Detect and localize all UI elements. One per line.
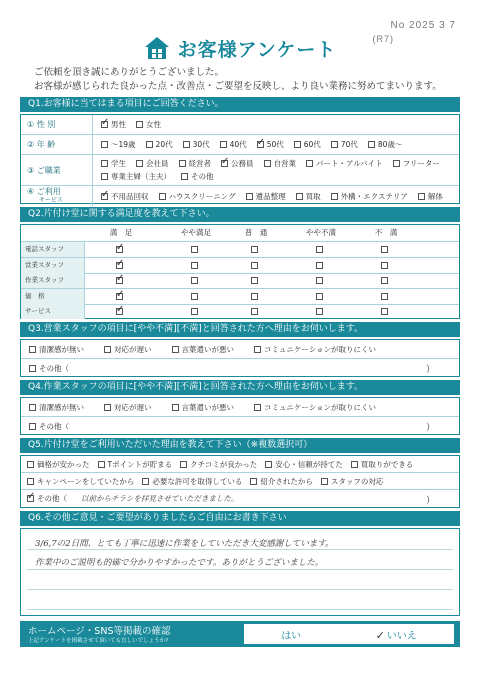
q5-options-row bbox=[21, 456, 459, 473]
option-label: Tポイントが貯まる bbox=[107, 459, 173, 469]
option[interactable] bbox=[321, 476, 384, 487]
grid-cell bbox=[91, 242, 151, 257]
rating-checkbox[interactable] bbox=[316, 262, 323, 269]
option-label: 対応が遅い bbox=[114, 344, 152, 354]
option-label: 70代 bbox=[340, 140, 358, 149]
grid-cell bbox=[166, 258, 226, 273]
q1-row bbox=[21, 155, 459, 186]
grid-cell bbox=[291, 304, 351, 319]
q5-options bbox=[21, 476, 459, 487]
option[interactable] bbox=[331, 191, 408, 202]
option[interactable] bbox=[101, 119, 126, 130]
option-label: 会社員 bbox=[146, 159, 169, 168]
option-checkbox[interactable] bbox=[29, 346, 36, 353]
option[interactable] bbox=[181, 171, 214, 182]
rating-checkbox[interactable] bbox=[251, 293, 258, 300]
option[interactable] bbox=[368, 139, 403, 150]
consent-yes-option[interactable]: はい bbox=[281, 630, 302, 642]
option-label: その他（ bbox=[39, 421, 69, 431]
grid-cell bbox=[226, 258, 286, 273]
q5-options-row bbox=[21, 473, 459, 490]
grid-cell bbox=[291, 242, 351, 257]
option-checkbox[interactable] bbox=[183, 141, 190, 148]
option-checkbox[interactable] bbox=[101, 121, 108, 128]
rating-checkbox[interactable] bbox=[191, 308, 198, 315]
document-number-stamp: No 2025 3 7 (R7) bbox=[372, 20, 456, 44]
option-label: キャンペーンをしていたから bbox=[37, 476, 135, 486]
publication-consent-bar bbox=[20, 621, 460, 647]
option-label: その他 bbox=[191, 172, 214, 181]
option[interactable] bbox=[136, 119, 161, 130]
option[interactable] bbox=[29, 421, 69, 432]
q3-box bbox=[20, 339, 460, 377]
grid-cell bbox=[91, 304, 151, 319]
grid-cell bbox=[166, 304, 226, 319]
rating-checkbox[interactable] bbox=[191, 293, 198, 300]
q3-options bbox=[21, 344, 459, 355]
option-checkbox[interactable] bbox=[136, 160, 143, 167]
option[interactable] bbox=[104, 402, 152, 413]
close-paren: ） bbox=[425, 423, 435, 433]
comment-line bbox=[27, 589, 453, 590]
option-checkbox[interactable] bbox=[257, 141, 264, 148]
grid-row-label: 営業スタッフ bbox=[21, 258, 85, 273]
check-mark-icon: ✓ bbox=[375, 628, 385, 642]
grid-row-label: 電話スタッフ bbox=[21, 242, 85, 257]
grid-cell bbox=[291, 258, 351, 273]
grid-row bbox=[21, 273, 459, 289]
comment-line bbox=[27, 549, 453, 550]
option-label: パート・アルバイト bbox=[316, 159, 383, 168]
grid-row bbox=[21, 242, 459, 258]
option-checkbox[interactable] bbox=[101, 141, 108, 148]
option[interactable] bbox=[331, 139, 358, 150]
option-checkbox[interactable] bbox=[294, 141, 301, 148]
row-label-text: ② 年 齢 bbox=[27, 140, 56, 149]
era-note: (R7) bbox=[372, 34, 394, 44]
option-label: 50代 bbox=[266, 140, 284, 149]
grid-row bbox=[21, 258, 459, 274]
option-label: 必要な許可を取得している bbox=[152, 476, 243, 486]
option-checkbox[interactable] bbox=[321, 478, 328, 485]
rating-checkbox[interactable] bbox=[116, 277, 123, 284]
option-label: 対応が遅い bbox=[114, 402, 152, 412]
rating-checkbox[interactable] bbox=[191, 262, 198, 269]
grid-cell bbox=[226, 304, 286, 319]
consent-answer-box bbox=[244, 624, 454, 644]
option-label: 清潔感が無い bbox=[39, 402, 84, 412]
option-label: 買取りができる bbox=[360, 459, 414, 469]
option-checkbox[interactable] bbox=[180, 461, 187, 468]
option-checkbox[interactable] bbox=[265, 461, 272, 468]
option[interactable] bbox=[29, 344, 84, 355]
comment-line bbox=[27, 609, 453, 610]
comment-line bbox=[27, 569, 453, 570]
option-checkbox[interactable] bbox=[27, 461, 34, 468]
option[interactable] bbox=[254, 402, 376, 413]
option[interactable] bbox=[29, 402, 84, 413]
grid-row bbox=[21, 304, 459, 319]
option-label: その他（ bbox=[37, 494, 67, 503]
option-checkbox[interactable] bbox=[101, 193, 108, 200]
grid-cell bbox=[91, 273, 151, 288]
grid-column-header: 普 通 bbox=[244, 228, 268, 237]
q1-row-label bbox=[21, 115, 93, 134]
option-checkbox[interactable] bbox=[29, 404, 36, 411]
option-checkbox[interactable] bbox=[142, 478, 149, 485]
grid-cell bbox=[226, 273, 286, 288]
option-label: 学生 bbox=[111, 159, 126, 168]
option-label: 80歳～ bbox=[377, 140, 403, 149]
handwritten-other-reason: 以前からチラシを拝見させていただきました。 bbox=[81, 494, 239, 503]
q6-heading: Q6.その他ご意見・ご要望がありましたらご自由にお書き下さい bbox=[20, 511, 460, 526]
option-checkbox[interactable] bbox=[181, 173, 188, 180]
rating-checkbox[interactable] bbox=[191, 246, 198, 253]
rating-checkbox[interactable] bbox=[381, 262, 388, 269]
option-label: 解体 bbox=[427, 191, 443, 201]
rating-checkbox[interactable] bbox=[116, 293, 123, 300]
option-checkbox[interactable] bbox=[29, 365, 36, 372]
grid-cell bbox=[356, 273, 416, 288]
consent-no-option[interactable]: ✓ いいえ bbox=[375, 628, 417, 642]
option-checkbox[interactable] bbox=[246, 193, 253, 200]
grid-cell bbox=[356, 304, 416, 319]
intro-text: ご依頼を頂き誠にありがとうございました。 お客様が感じられた良かった点・改善点・ご要望を反映し、より良い業務に努めてまいります。 bbox=[34, 67, 442, 92]
option-label: スタッフの対応 bbox=[330, 476, 384, 486]
option-checkbox[interactable] bbox=[27, 478, 34, 485]
option-label: 不用品回収 bbox=[111, 191, 149, 201]
q1-row bbox=[21, 186, 459, 206]
option[interactable] bbox=[98, 459, 173, 470]
rating-checkbox[interactable] bbox=[251, 277, 258, 284]
grid-cell bbox=[291, 289, 351, 304]
grid-column-header: 不 満 bbox=[374, 228, 398, 237]
grid-cell bbox=[166, 273, 226, 288]
rating-checkbox[interactable] bbox=[381, 246, 388, 253]
option[interactable] bbox=[246, 191, 286, 202]
option-label: クチコミが良かった bbox=[190, 459, 258, 469]
option-checkbox[interactable] bbox=[220, 141, 227, 148]
option[interactable] bbox=[294, 139, 321, 150]
row-label-text: ④ ご利用 bbox=[27, 187, 61, 196]
grid-cell bbox=[291, 273, 351, 288]
grid-column-header: やや不満 bbox=[306, 228, 336, 237]
option[interactable] bbox=[180, 459, 257, 470]
option-label: 専業主婦（主夫） bbox=[111, 172, 171, 181]
handwritten-comment-line-2: 作業中のご説明も的確で分かりやすかったです。ありがとうございました。 bbox=[35, 558, 324, 568]
option-label: 外構・エクステリア bbox=[340, 191, 408, 201]
q1-box bbox=[20, 114, 460, 204]
page-title: お客様アンケート bbox=[177, 38, 337, 61]
option-label: 40代 bbox=[229, 140, 247, 149]
option-checkbox[interactable] bbox=[29, 423, 36, 430]
option-label: 60代 bbox=[303, 140, 321, 149]
option-label: 30代 bbox=[192, 140, 210, 149]
option-label: 紹介されたから bbox=[260, 476, 313, 486]
option[interactable] bbox=[393, 158, 440, 169]
row-label-text: ③ ご職業 bbox=[27, 165, 61, 175]
q4-other-row bbox=[21, 417, 459, 435]
option[interactable] bbox=[29, 363, 69, 374]
option-checkbox[interactable] bbox=[331, 141, 338, 148]
q4-options-row bbox=[21, 398, 459, 417]
rating-checkbox[interactable] bbox=[381, 277, 388, 284]
rating-checkbox[interactable] bbox=[316, 308, 323, 315]
q5-heading: Q5.片付け堂をご利用いただいた理由を教えて下さい（※複数選択可） bbox=[20, 438, 460, 453]
option[interactable] bbox=[27, 493, 67, 504]
grid-cell bbox=[226, 242, 286, 257]
option-checkbox[interactable] bbox=[296, 193, 303, 200]
row-sublabel-text: サービス bbox=[39, 197, 64, 204]
option-label: 買取 bbox=[305, 191, 321, 201]
rating-checkbox[interactable] bbox=[116, 262, 123, 269]
option-label: 経営者 bbox=[188, 159, 211, 168]
rating-checkbox[interactable] bbox=[316, 293, 323, 300]
grid-cell bbox=[226, 289, 286, 304]
grid-cell bbox=[91, 289, 151, 304]
option[interactable] bbox=[27, 459, 90, 470]
q3-other bbox=[21, 363, 459, 374]
q1-options bbox=[93, 158, 459, 182]
option-label: 男性 bbox=[111, 120, 126, 129]
option[interactable] bbox=[264, 158, 297, 169]
q4-box bbox=[20, 397, 460, 435]
option-label: 自営業 bbox=[273, 159, 296, 168]
option-checkbox[interactable] bbox=[101, 160, 108, 167]
option[interactable] bbox=[101, 171, 171, 182]
option-label: ハウスクリーニング bbox=[168, 191, 236, 201]
option[interactable] bbox=[172, 402, 235, 413]
q5-options bbox=[21, 459, 459, 470]
option-checkbox[interactable] bbox=[104, 404, 111, 411]
rating-checkbox[interactable] bbox=[316, 277, 323, 284]
option-checkbox[interactable] bbox=[331, 193, 338, 200]
q1-options bbox=[93, 191, 459, 202]
option-label: フリーター bbox=[402, 159, 440, 168]
rating-checkbox[interactable] bbox=[381, 293, 388, 300]
q1-row-label bbox=[21, 135, 93, 154]
grid-cell bbox=[166, 242, 226, 257]
q4-other bbox=[21, 421, 459, 432]
option-label: 20代 bbox=[155, 140, 173, 149]
grid-cell bbox=[356, 242, 416, 257]
q1-row bbox=[21, 135, 459, 155]
option[interactable] bbox=[101, 158, 126, 169]
option-checkbox[interactable] bbox=[221, 160, 228, 167]
option-checkbox[interactable] bbox=[146, 141, 153, 148]
option-checkbox[interactable] bbox=[254, 346, 261, 353]
grid-column-header: 満 足 bbox=[109, 228, 133, 237]
option-label: 女性 bbox=[146, 120, 161, 129]
q1-row-label bbox=[21, 155, 93, 185]
q3-heading: Q3.営業スタッフの項目に[やや不満][不満]と回答された方へ理由をお伺いします。 bbox=[20, 322, 460, 337]
option-checkbox[interactable] bbox=[98, 461, 105, 468]
option[interactable] bbox=[136, 158, 169, 169]
option-checkbox[interactable] bbox=[104, 346, 111, 353]
option-checkbox[interactable] bbox=[172, 404, 179, 411]
option-checkbox[interactable] bbox=[172, 346, 179, 353]
q2-satisfaction-grid bbox=[20, 224, 460, 319]
close-paren: ） bbox=[425, 365, 435, 375]
house-logo-icon bbox=[144, 36, 170, 60]
option-label: コミュニケーションが取りにくい bbox=[264, 402, 377, 412]
q5-other bbox=[21, 493, 459, 504]
option[interactable] bbox=[101, 139, 136, 150]
q2-grid-header bbox=[21, 225, 459, 242]
option[interactable] bbox=[221, 158, 254, 169]
option-label: ～19歳 bbox=[111, 140, 136, 149]
q2-heading: Q2.片付け堂に関する満足度を教えて下さい。 bbox=[20, 207, 460, 222]
option[interactable] bbox=[159, 191, 236, 202]
option-checkbox[interactable] bbox=[254, 404, 261, 411]
q3-options-row bbox=[21, 340, 459, 359]
rating-checkbox[interactable] bbox=[251, 308, 258, 315]
option-label: 清潔感が無い bbox=[39, 344, 84, 354]
q1-row bbox=[21, 115, 459, 135]
option[interactable] bbox=[179, 158, 212, 169]
option-checkbox[interactable] bbox=[27, 495, 34, 502]
option-label: 価格が安かった bbox=[37, 459, 90, 469]
option-checkbox[interactable] bbox=[179, 160, 186, 167]
q1-options bbox=[93, 119, 459, 130]
grid-row-label: サービス bbox=[21, 304, 85, 319]
rating-checkbox[interactable] bbox=[251, 246, 258, 253]
option[interactable] bbox=[183, 139, 210, 150]
q1-heading: Q1.お客様に当てはまる項目にご回答ください。 bbox=[20, 97, 460, 112]
consent-note: 上記アンケートを掲載させて頂いても宜しいでしょうか? bbox=[28, 638, 169, 644]
option[interactable] bbox=[296, 191, 321, 202]
q1-row-label bbox=[21, 186, 93, 206]
rating-checkbox[interactable] bbox=[191, 277, 198, 284]
option-checkbox[interactable] bbox=[159, 193, 166, 200]
option[interactable] bbox=[172, 344, 235, 355]
option-label: コミュニケーションが取りにくい bbox=[264, 344, 377, 354]
option-checkbox[interactable] bbox=[136, 121, 143, 128]
grid-row-label: 価 格 bbox=[21, 289, 85, 304]
grid-cell bbox=[91, 258, 151, 273]
rating-checkbox[interactable] bbox=[116, 246, 123, 253]
handwritten-comment-line-1: 3/6,7の2日間、とても丁寧に迅速に作業をしていただき大変感謝しています。 bbox=[35, 539, 334, 549]
q5-other-row bbox=[21, 490, 459, 507]
option-checkbox[interactable] bbox=[418, 193, 425, 200]
grid-row-label: 作業スタッフ bbox=[21, 273, 85, 288]
option-checkbox[interactable] bbox=[306, 160, 313, 167]
q4-options bbox=[21, 402, 459, 413]
q6-free-comment bbox=[20, 528, 460, 616]
option-checkbox[interactable] bbox=[250, 478, 257, 485]
grid-cell bbox=[356, 258, 416, 273]
q4-heading: Q4.作業スタッフの項目に[やや不満][不満]と回答された方へ理由をお伺いします。 bbox=[20, 380, 460, 395]
row-label-text: ① 性 別 bbox=[27, 120, 56, 129]
header bbox=[0, 34, 480, 62]
option[interactable] bbox=[220, 139, 247, 150]
option[interactable] bbox=[104, 344, 152, 355]
option-checkbox[interactable] bbox=[264, 160, 271, 167]
q1-options bbox=[93, 139, 459, 150]
option-label: その他（ bbox=[39, 363, 69, 373]
option-label: 遺品整理 bbox=[255, 191, 286, 201]
grid-column-header: やや満足 bbox=[181, 228, 211, 237]
option[interactable] bbox=[101, 191, 149, 202]
option-label: 言葉遣いが悪い bbox=[181, 344, 234, 354]
option[interactable] bbox=[250, 476, 313, 487]
option-label: 安心・信頼が持てた bbox=[275, 459, 343, 469]
rating-checkbox[interactable] bbox=[316, 246, 323, 253]
option-checkbox[interactable] bbox=[101, 173, 108, 180]
option[interactable] bbox=[254, 344, 376, 355]
option-checkbox[interactable] bbox=[368, 141, 375, 148]
option[interactable] bbox=[265, 459, 343, 470]
rating-checkbox[interactable] bbox=[116, 308, 123, 315]
consent-title: ホームページ・SNS等掲載の確認 bbox=[28, 626, 171, 637]
close-paren: ） bbox=[425, 496, 435, 506]
rating-checkbox[interactable] bbox=[251, 262, 258, 269]
option-checkbox[interactable] bbox=[351, 461, 358, 468]
option-label: 公務員 bbox=[231, 159, 254, 168]
grid-cell bbox=[166, 289, 226, 304]
q5-box bbox=[20, 455, 460, 508]
grid-cell bbox=[356, 289, 416, 304]
q3-other-row bbox=[21, 359, 459, 377]
option[interactable] bbox=[142, 476, 242, 487]
option[interactable] bbox=[351, 459, 414, 470]
grid-row bbox=[21, 289, 459, 305]
option[interactable] bbox=[27, 476, 134, 487]
option-label: 言葉遣いが悪い bbox=[181, 402, 234, 412]
option[interactable] bbox=[257, 139, 284, 150]
rating-checkbox[interactable] bbox=[381, 308, 388, 315]
option[interactable] bbox=[146, 139, 173, 150]
option-checkbox[interactable] bbox=[393, 160, 400, 167]
option[interactable] bbox=[306, 158, 383, 169]
option[interactable] bbox=[418, 191, 443, 202]
